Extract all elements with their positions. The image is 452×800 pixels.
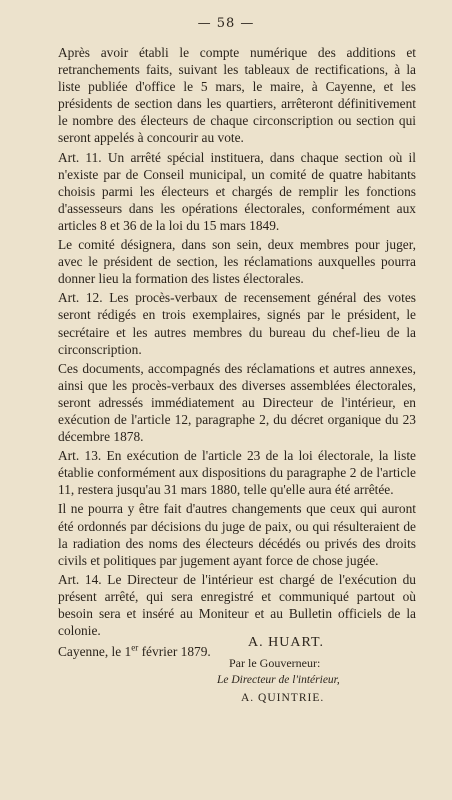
paragraph: Après avoir établi le compte numérique des additions et retranchements faits, suivant les tableaux de rectifications, à la liste publiée d'office le 5 mars, le maire, à Cayenne, et les présidents de section dans les quartiers, arrêteront définitivement le nombre des électeurs de chaque circonscription ou section qui seront appelés à concourir au vote. [58,45,416,146]
paragraph: Il ne pourra y être fait d'autres changements que ceux qui auront été ordonnés par décisions du juge de paix, ou qui résulteraient de la radiation des noms des électeurs décédés ou privés des droits civils et politiques par jugement ayant force de chose jugée. [58,501,416,568]
date-superscript: er [131,642,139,653]
paragraph-art-12: Art. 12. Les procès-verbaux de recensement général des votes seront rédigés en trois exemplaires, signés par le président, le secrétaire et les autres membres du bureau du chef-lieu de la circonscription. [58,290,416,357]
paragraph-art-13: Art. 13. En exécution de l'article 23 de la loi électorale, la liste établie conformément aux dispositions du paragraphe 2 de l'article 11, restera jusqu'au 31 mars 1880, telle qu'elle aura été arrêtée. [58,448,416,498]
date-suffix: février 1879. [138,644,211,660]
page-number: — 58 — [197,16,255,31]
signature-title: Le Directeur de l'intérieur, [217,674,340,686]
paragraph-art-11: Art. 11. Un arrêté spécial instituera, dans chaque section où il n'existe par de Conseil municipal, un comité de quatre habitants choisis parmi les électeurs et chargés de remplir les fonctions d'assesseurs dans les opérations électorales, conformément aux articles 8 et 36 de la loi du 15 mars 1849. [58,149,416,233]
paragraph: Le comité désignera, dans son sein, deux membres pour juger, avec le président de section, les réclamations auxquelles pourra donner lieu la formation des listes électorales. [58,237,416,287]
date-prefix: Cayenne, le 1 [58,644,132,660]
signature-person: A. QUINTRIE. [241,692,325,704]
paragraph-art-14: Art. 14. Le Directeur de l'intérieur est chargé de l'exécution du présent arrêté, qui sera enregistré et communiqué partout où besoin sera et inséré au Moniteur et au Bulletin officiels de la colonie. [58,571,416,639]
signature-par: Par le Gouverneur: [229,656,321,670]
paragraph: Ces documents, accompagnés des réclamations et autres annexes, ainsi que les procès-verbaux des diverses assemblées électorales, seront adressés immédiatement au Directeur de l'intérieur, en exécution de l'article 12, paragraphe 2, du décret organique du 23 décembre 1878. [58,360,416,445]
signature-name: A. HUART. [248,635,324,650]
body-text [58,44,416,660]
